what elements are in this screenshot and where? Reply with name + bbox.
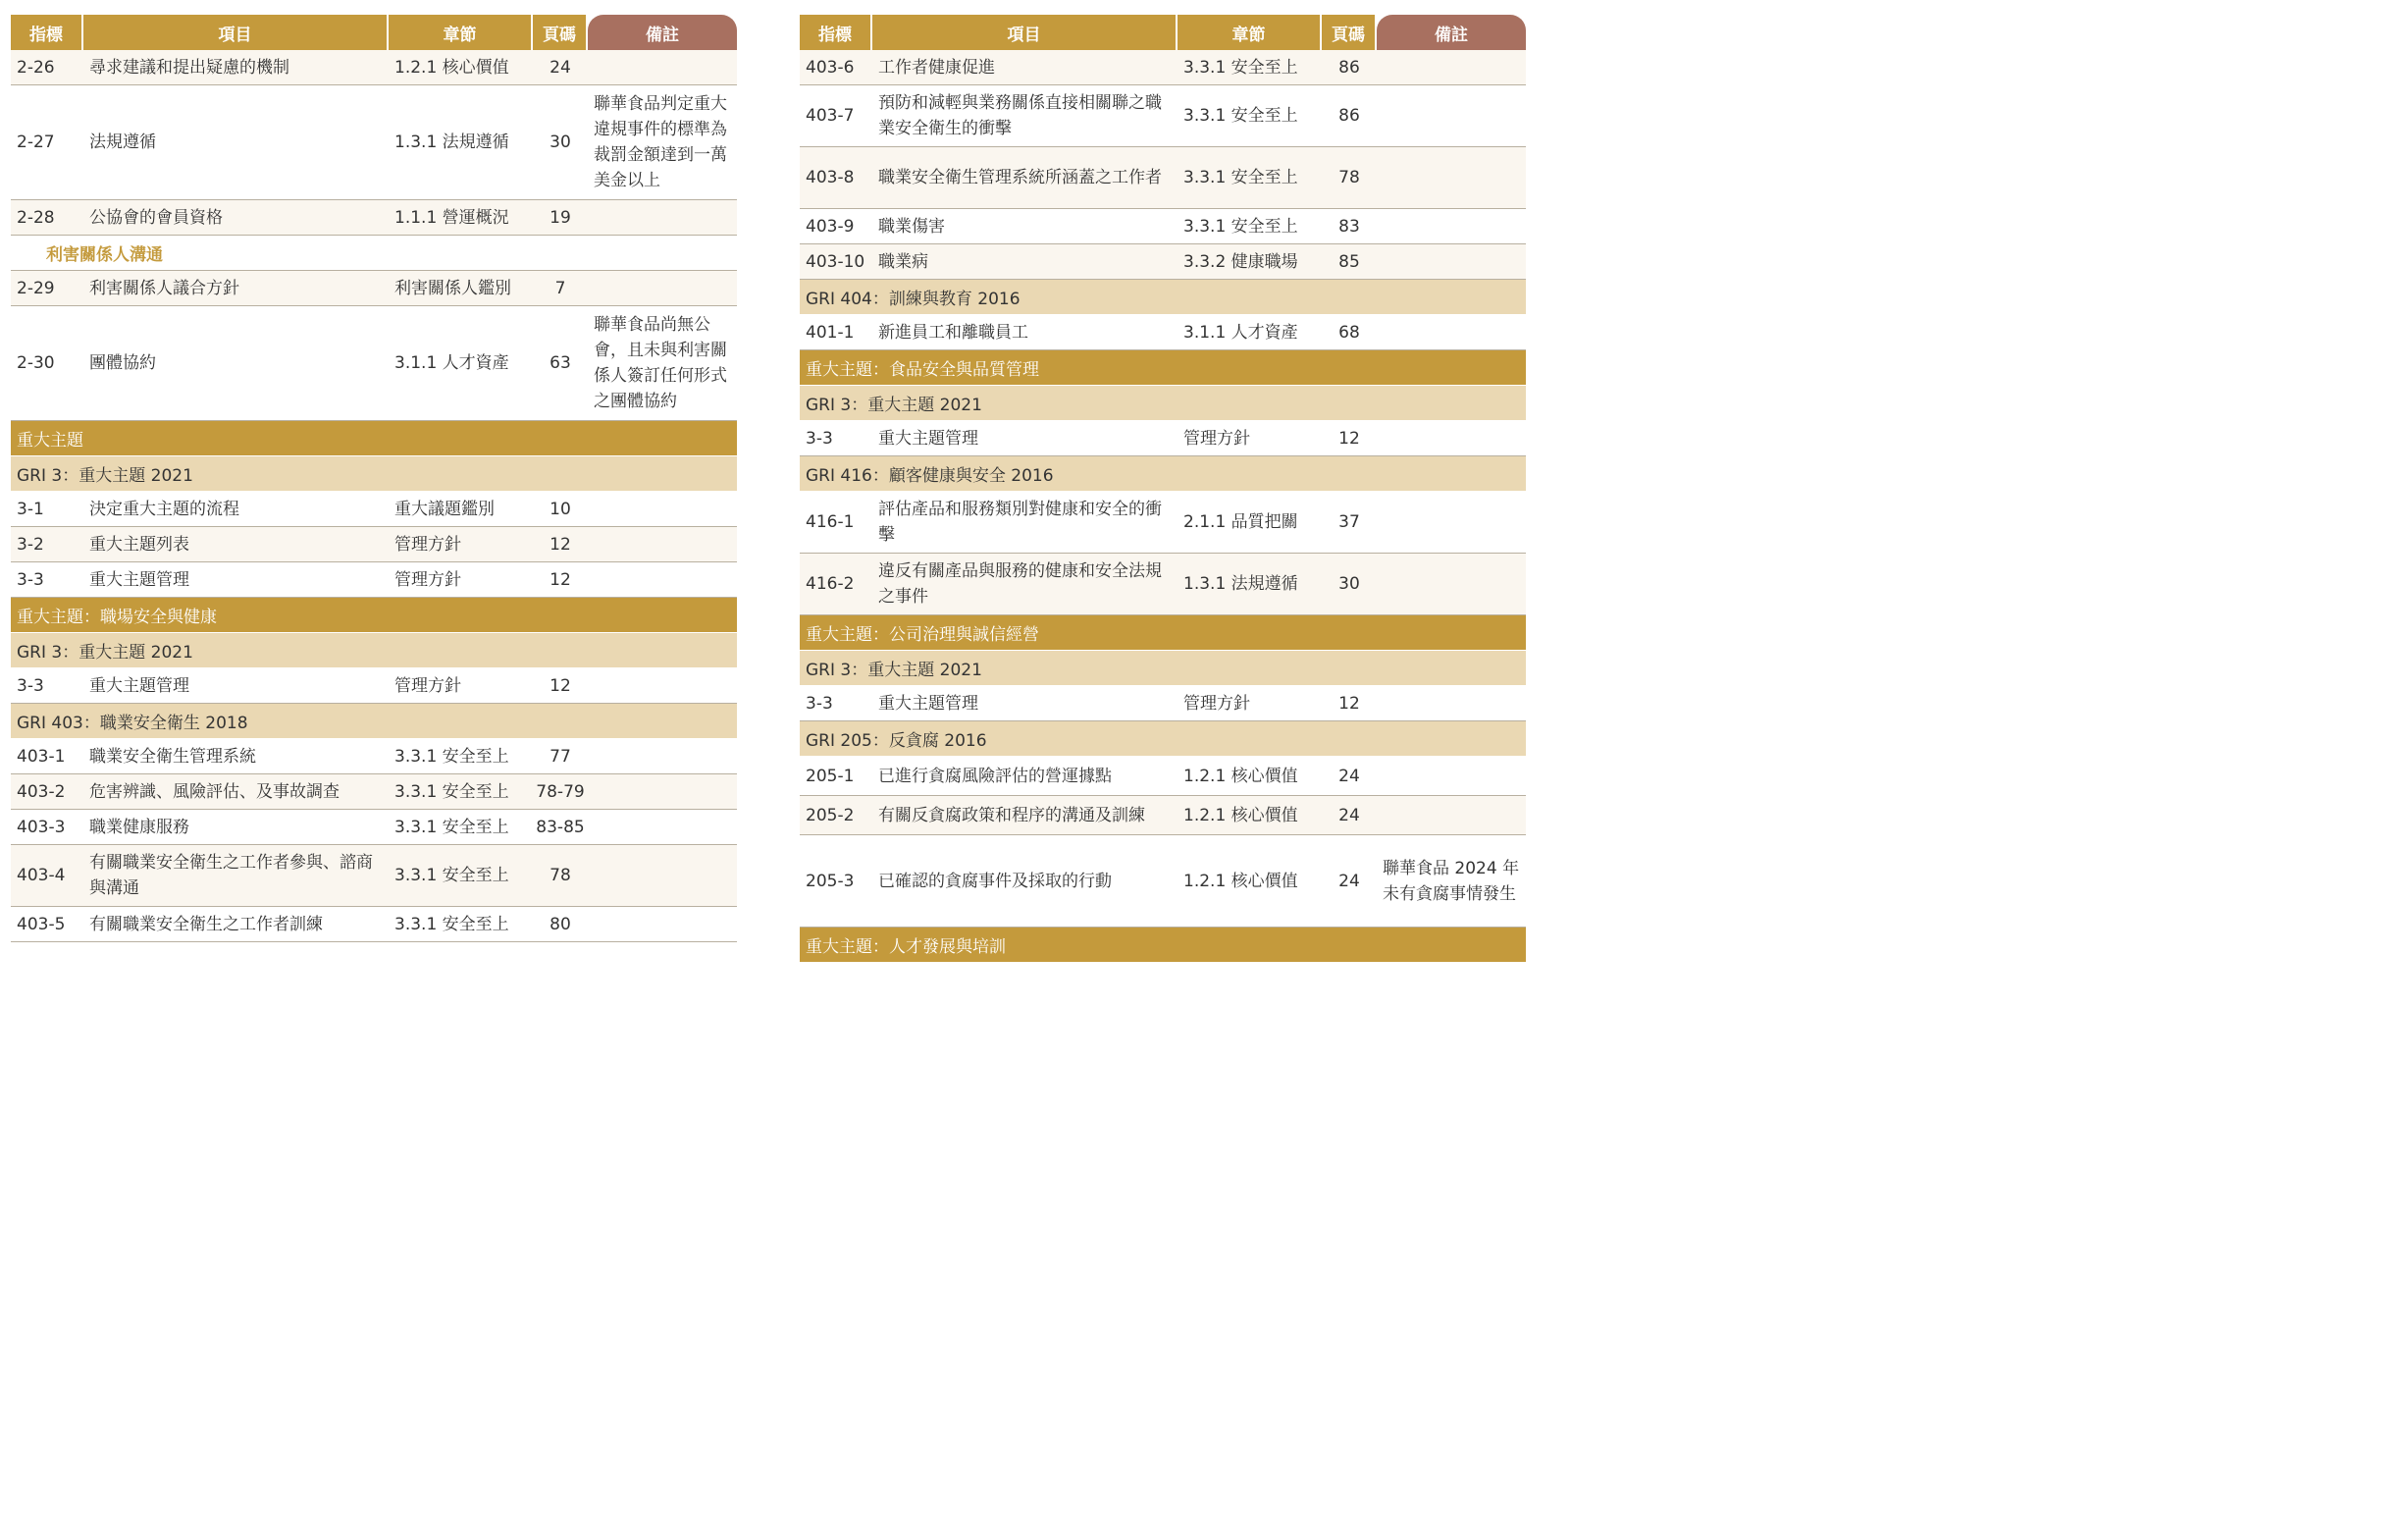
row-chapter: 1.2.1 核心價值 (1183, 805, 1298, 825)
row-index: 2-26 (17, 57, 55, 78)
row-chapter: 1.2.1 核心價值 (1183, 766, 1298, 786)
table-header (800, 15, 1526, 50)
table-row (11, 527, 737, 562)
section-heading: 重大主題：公司治理與誠信經營 (800, 615, 1526, 651)
row-page: 30 (550, 133, 571, 152)
row-chapter: 3.3.1 安全至上 (394, 746, 509, 767)
row-index: 3-3 (17, 675, 44, 696)
row-page: 78-79 (536, 781, 585, 802)
table-row (11, 492, 737, 527)
table-row (11, 85, 737, 200)
row-chapter: 管理方針 (1183, 693, 1250, 714)
row-page: 7 (554, 278, 566, 298)
row-chapter: 1.2.1 核心價值 (1183, 871, 1298, 891)
row-item: 有關反貪腐政策和程序的溝通及訓練 (878, 805, 1145, 825)
table-row (11, 668, 737, 704)
row-item: 有關職業安全衛生之工作者參與、諮商與溝通 (89, 853, 373, 898)
subsection-heading: GRI 3：重大主題 2021 (800, 386, 1526, 421)
row-item: 工作者健康促進 (878, 57, 995, 78)
header-page: 頁碼 (1322, 15, 1377, 50)
row-index: 403-9 (806, 216, 855, 237)
row-index: 403-5 (17, 914, 66, 934)
row-chapter: 2.1.1 品質把關 (1183, 512, 1298, 532)
stakeholder-subheading: 利害關係人溝通 (11, 236, 737, 271)
table-row (800, 209, 1526, 244)
subsection-heading: GRI 205：反貪腐 2016 (800, 721, 1526, 757)
header-chapter: 章節 (1178, 15, 1322, 50)
table-row (800, 244, 1526, 280)
row-item: 評估產品和服務類別對健康和安全的衝擊 (878, 500, 1162, 545)
row-chapter: 3.3.1 安全至上 (1183, 168, 1298, 187)
header-note: 備註 (1377, 15, 1526, 50)
row-chapter: 管理方針 (394, 534, 461, 555)
row-note: 聯華食品尚無公會，且未與利害關係人簽訂任何形式之團體協約 (594, 315, 727, 411)
row-chapter: 3.1.1 人才資產 (394, 353, 509, 373)
row-item: 有關職業安全衛生之工作者訓練 (89, 914, 323, 934)
row-chapter: 3.3.1 安全至上 (394, 914, 509, 934)
subsection-heading: GRI 404：訓練與教育 2016 (800, 280, 1526, 315)
row-chapter: 3.3.1 安全至上 (1183, 57, 1298, 78)
row-item: 決定重大主題的流程 (89, 499, 239, 519)
row-page: 78 (550, 866, 571, 885)
row-index: 3-1 (17, 499, 44, 519)
table-row (800, 835, 1526, 928)
table-row (11, 739, 737, 774)
table-row (800, 686, 1526, 721)
table-row (11, 200, 737, 236)
table-row (800, 492, 1526, 554)
table-row (11, 271, 737, 306)
row-index: 2-27 (17, 133, 55, 152)
row-page: 77 (550, 746, 571, 767)
row-item: 職業安全衛生管理系統所涵蓋之工作者 (878, 168, 1162, 187)
table-row (800, 421, 1526, 456)
row-page: 24 (1338, 766, 1360, 786)
table-row (11, 845, 737, 907)
row-item: 尋求建議和提出疑慮的機制 (89, 57, 289, 78)
subsection-heading: GRI 416：顧客健康與安全 2016 (800, 456, 1526, 492)
row-page: 80 (550, 914, 571, 934)
header-item: 項目 (83, 15, 389, 50)
row-item: 職業安全衛生管理系統 (89, 746, 256, 767)
row-page: 86 (1338, 57, 1360, 78)
section-heading: 重大主題：食品安全與品質管理 (800, 350, 1526, 386)
table-row (800, 50, 1526, 85)
subsection-heading: GRI 3：重大主題 2021 (11, 456, 737, 492)
row-item: 重大主題管理 (878, 428, 978, 449)
table-row (800, 147, 1526, 209)
row-index: 3-3 (806, 428, 833, 449)
row-page: 12 (550, 675, 571, 696)
row-item: 已確認的貪腐事件及採取的行動 (878, 871, 1112, 891)
right-table (800, 15, 1526, 963)
row-page: 78 (1338, 168, 1360, 187)
row-page: 10 (550, 499, 571, 519)
row-page: 24 (550, 57, 571, 78)
row-item: 職業健康服務 (89, 817, 189, 837)
row-chapter: 管理方針 (394, 675, 461, 696)
table-row (800, 85, 1526, 147)
row-page: 83 (1338, 216, 1360, 237)
row-chapter: 3.3.1 安全至上 (1183, 106, 1298, 126)
row-item: 預防和減輕與業務關係直接相關聯之職業安全衛生的衝擊 (878, 93, 1162, 138)
gri-index-page (0, 0, 1539, 982)
header-chapter: 章節 (389, 15, 533, 50)
row-page: 85 (1338, 251, 1360, 272)
row-index: 2-30 (17, 353, 55, 373)
row-chapter: 3.3.2 健康職場 (1183, 251, 1298, 272)
table-header (11, 15, 737, 50)
row-index: 3-3 (806, 693, 833, 714)
table-row (11, 50, 737, 85)
row-index: 403-10 (806, 251, 865, 272)
section-heading: 重大主題 (11, 421, 737, 456)
header-index: 指標 (11, 15, 83, 50)
row-item: 危害辨識、風險評估、及事故調查 (89, 781, 340, 802)
row-page: 63 (550, 353, 571, 373)
table-row (800, 757, 1526, 796)
row-item: 已進行貪腐風險評估的營運據點 (878, 766, 1112, 786)
table-row (800, 796, 1526, 835)
row-index: 205-2 (806, 805, 855, 825)
row-item: 重大主題管理 (89, 675, 189, 696)
row-index: 403-7 (806, 106, 855, 126)
row-index: 403-1 (17, 746, 66, 767)
left-table (11, 15, 737, 942)
row-item: 重大主題列表 (89, 534, 189, 555)
row-index: 403-3 (17, 817, 66, 837)
row-item: 違反有關產品與服務的健康和安全法規之事件 (878, 561, 1162, 607)
row-item: 利害關係人議合方針 (89, 278, 239, 298)
subsection-heading: GRI 3：重大主題 2021 (800, 651, 1526, 686)
row-item: 團體協約 (89, 353, 156, 373)
row-index: 3-2 (17, 534, 44, 555)
table-row (800, 315, 1526, 350)
row-item: 新進員工和離職員工 (878, 322, 1028, 343)
row-index: 205-1 (806, 766, 855, 786)
row-item: 重大主題管理 (878, 693, 978, 714)
row-page: 12 (1338, 428, 1360, 449)
row-chapter: 3.3.1 安全至上 (1183, 216, 1298, 237)
row-index: 416-2 (806, 574, 855, 594)
row-note: 聯華食品 2024 年未有貪腐事情發生 (1383, 858, 1520, 904)
row-page: 83-85 (536, 817, 585, 837)
row-page: 24 (1338, 805, 1360, 825)
row-index: 2-28 (17, 207, 55, 228)
header-note: 備註 (588, 15, 737, 50)
row-chapter: 1.3.1 法規遵循 (1183, 574, 1298, 594)
row-chapter: 3.3.1 安全至上 (394, 781, 509, 802)
row-index: 403-4 (17, 866, 66, 885)
table-row (800, 554, 1526, 615)
header-index: 指標 (800, 15, 872, 50)
row-page: 19 (550, 207, 571, 228)
row-chapter: 管理方針 (1183, 428, 1250, 449)
row-index: 3-3 (17, 569, 44, 590)
row-index: 403-2 (17, 781, 66, 802)
row-chapter: 1.2.1 核心價值 (394, 57, 509, 78)
row-page: 12 (550, 569, 571, 590)
row-item: 重大主題管理 (89, 569, 189, 590)
table-row (11, 774, 737, 810)
subsection-heading: GRI 3：重大主題 2021 (11, 633, 737, 668)
row-item: 職業傷害 (878, 216, 945, 237)
row-chapter: 重大議題鑑別 (394, 499, 495, 519)
row-chapter: 利害關係人鑑別 (394, 278, 511, 298)
section-heading: 重大主題：人才發展與培訓 (800, 928, 1526, 963)
row-page: 30 (1338, 574, 1360, 594)
row-chapter: 3.3.1 安全至上 (394, 817, 509, 837)
row-item: 公協會的會員資格 (89, 207, 223, 228)
subsection-heading: GRI 403：職業安全衛生 2018 (11, 704, 737, 739)
table-row (11, 907, 737, 942)
header-page: 頁碼 (533, 15, 588, 50)
row-page: 68 (1338, 322, 1360, 343)
header-item: 項目 (872, 15, 1178, 50)
row-index: 2-29 (17, 278, 55, 298)
table-row (11, 562, 737, 598)
row-note: 聯華食品判定重大違規事件的標準為裁罰金額達到一萬美金以上 (594, 94, 727, 190)
row-page: 24 (1338, 871, 1360, 891)
row-index: 403-8 (806, 168, 855, 187)
row-index: 205-3 (806, 871, 855, 891)
row-page: 12 (550, 534, 571, 555)
table-row (11, 810, 737, 845)
row-page: 86 (1338, 106, 1360, 126)
row-chapter: 1.3.1 法規遵循 (394, 133, 509, 152)
row-chapter: 3.1.1 人才資產 (1183, 322, 1298, 343)
row-item: 法規遵循 (89, 133, 156, 152)
row-index: 403-6 (806, 57, 855, 78)
table-row (11, 306, 737, 421)
row-page: 37 (1338, 512, 1360, 532)
row-chapter: 管理方針 (394, 569, 461, 590)
row-page: 12 (1338, 693, 1360, 714)
section-heading: 重大主題：職場安全與健康 (11, 598, 737, 633)
row-item: 職業病 (878, 251, 928, 272)
row-chapter: 1.1.1 營運概況 (394, 207, 509, 228)
row-index: 401-1 (806, 322, 855, 343)
row-chapter: 3.3.1 安全至上 (394, 866, 509, 885)
row-index: 416-1 (806, 512, 855, 532)
